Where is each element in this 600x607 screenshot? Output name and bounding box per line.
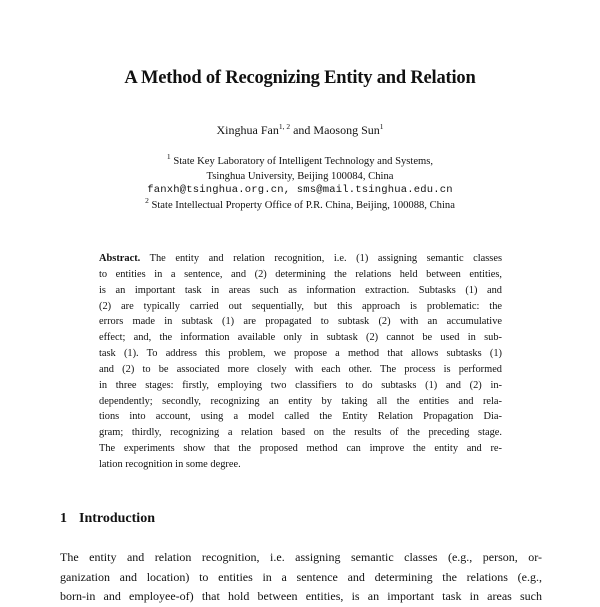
abstract-line: (2) are typically carried out sequentially, but this approach is problematic: the [99,300,502,312]
affiliation-1-continued: Tsinghua University, Beijing 100084, China [206,171,394,182]
body-line: ganization and location) to entities in a sentence and determining the relations (e.g., [60,569,542,584]
author-name: Maosong Sun [313,123,380,137]
abstract-line-text: The entity and relation recognition, i.e. (1) assigning semantic classes [149,253,502,264]
affiliation-text: State Intellectual Property Office of P.R. China, Beijing, 100088, China [151,200,455,211]
abstract-label: Abstract. [99,253,141,264]
affiliation-2 [0,196,600,211]
abstract-line: The experiments show that the proposed method can improve the entity and re- [99,443,502,455]
affiliation-marker: 1 [166,152,171,161]
abstract-line: errors made in subtask (1) are propagated to subtask (2) with an accumulative [99,316,502,328]
affiliation-marker: 2 [145,196,149,205]
abstract-line: is an important task in areas such as information extraction. Subtasks (1) and [99,284,502,296]
section-title: Introduction [79,511,155,526]
affiliation-text: State Key Laboratory of Intelligent Technology and Systems, [173,156,434,167]
abstract-line: task (1). To address this problem, we propose a method that allows subtasks (1) [99,348,502,360]
author-line [0,123,600,138]
section-number: 1 [60,511,67,526]
abstract-line: to entities in a sentence, and (2) determining the relations held between entities, [99,268,502,280]
body-line: The entity and relation recognition, i.e. assigning semantic classes (e.g., person, or- [60,550,542,564]
body-text [60,548,542,607]
paper-title: A Method of Recognizing Entity and Relation [124,68,476,88]
abstract-line: effect; and, the information available only in subtask (2) cannot be used in sub- [99,332,502,344]
body-line: born-in and employee-of) that hold between entities, is an important task in areas such [60,589,542,603]
author-name: Xinghua Fan [216,123,279,137]
abstract-line: lation recognition in some degree. [99,458,241,470]
author-affiliation-marker: 1 [379,122,384,131]
affiliation-1 [0,152,600,167]
abstract-line: gram; thirdly, recognizing a relation based on the results of the preceding stage. [99,427,502,439]
abstract-line: and (2) to be associated more closely with each other. The process is performed [99,363,502,375]
abstract-line: dependently; secondly, recognizing an entity by taking all the entities and rela- [99,395,502,407]
section-heading [60,511,155,527]
author-conjunction: and [293,123,311,137]
abstract-line: in three stages: firstly, employing two classifiers to do subtasks (1) and (2) in- [99,379,502,391]
author-emails: fanxh@tsinghua.org.cn, sms@mail.tsinghua.edu.cn [147,184,453,196]
abstract-line: tions into account, using a model called the Entity Relation Propagation Dia- [99,411,502,423]
author-affiliation-marker: 1, 2 [278,122,291,131]
abstract-line [99,251,502,267]
abstract [99,251,502,473]
